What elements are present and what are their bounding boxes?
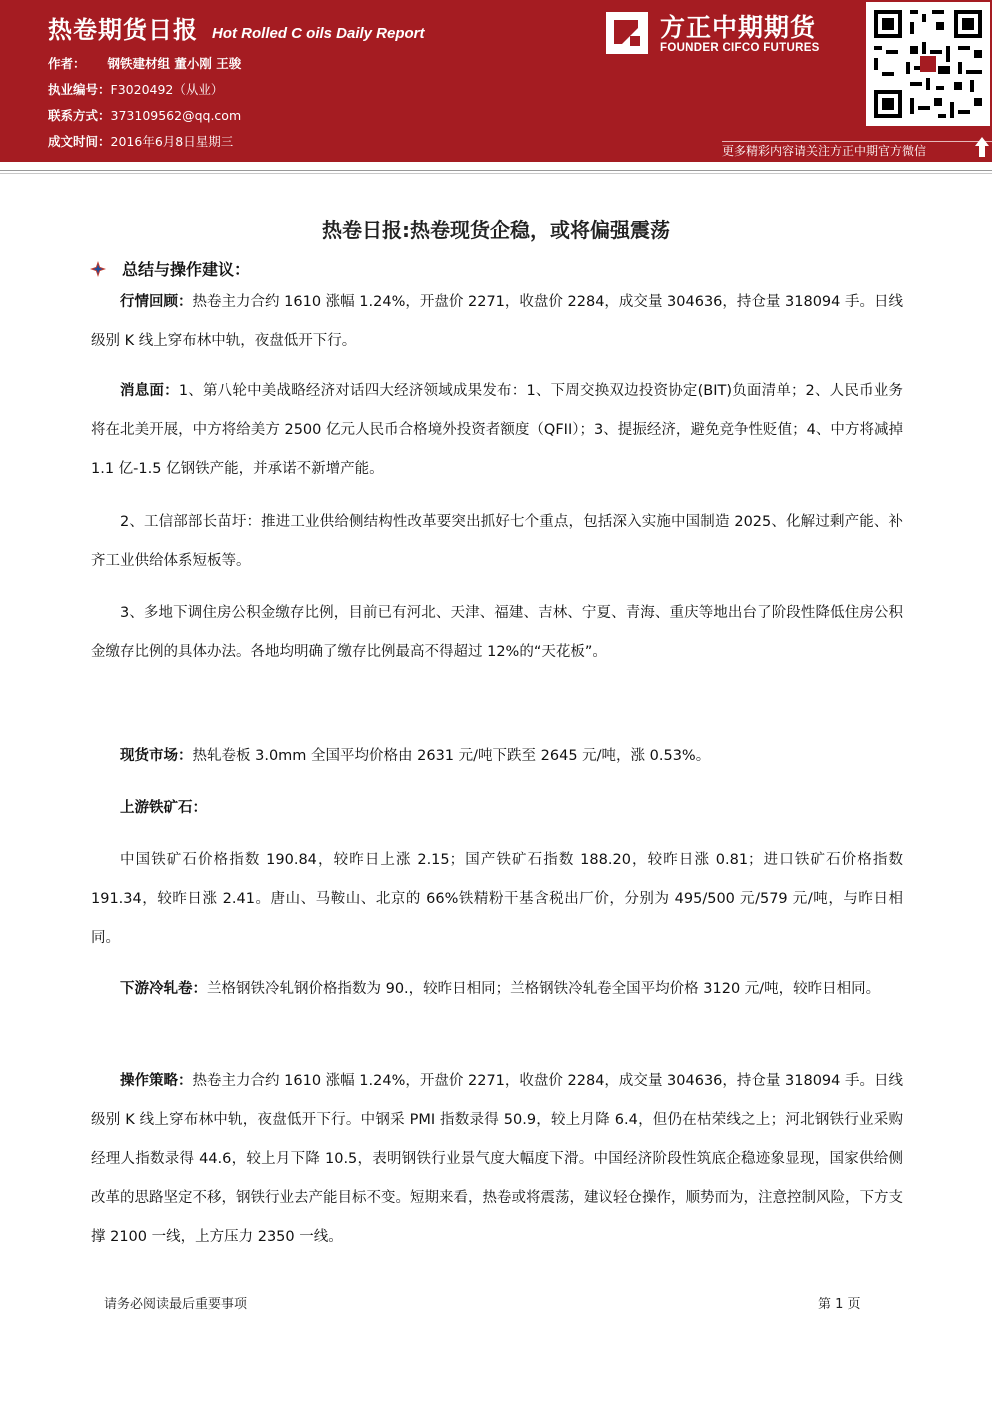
paragraph-iron-ore: [91, 841, 903, 958]
license-line: [48, 80, 223, 98]
qr-code-icon: [866, 2, 990, 126]
section-heading-text: 总结与操作建议：: [122, 260, 251, 279]
paragraph-news-2: [91, 503, 903, 581]
text-news-3: 3、多地下调住房公积金缴存比例，目前已有河北、天津、福建、吉林、宁夏、青海、重庆等地出台了阶段性降低住房公积金缴存比例的具体办法。各地均明确了缴存比例最高不得超过 12%的“天花板”。: [91, 605, 903, 660]
license-label: 执业编号：: [48, 82, 111, 97]
page-number: 第 1 页: [818, 1297, 861, 1312]
date-line: [48, 132, 233, 150]
text-news-2: 2、工信部部长苗圩：推进工业供给侧结构性改革要突出抓好七个重点，包括深入实施中国制造 2025、化解过剩产能、补齐工业供给体系短板等。: [91, 514, 903, 569]
header-rule-thin: [0, 173, 992, 174]
paragraph-upstream-heading: [91, 789, 903, 828]
license-value: F3020492（从业）: [110, 82, 224, 97]
text-strategy: 热卷主力合约 1610 涨幅 1.24%，开盘价 2271，收盘价 2284，成交量 304636，持仓量 318094 手。日线级别 K 线上穿布林中轨，夜盘低开下行。中钢采 PMI 指数录得 50.9，较上月降 6.4，但仍在枯荣线之上；河北钢铁行业采购经理人指数录得 44.6，较上月下降 10.5，表明钢铁行业景气度大幅度下滑。中国经济阶段性筑底企稳迹象显现，国家供给侧改革的思路坚定不移，钢铁行业去产能目标不变。短期来看，热卷或将震荡，建议轻仓操作，顺势而为，注意控制风险，下方支撑 2100 一线，上方压力 2350 一线。: [91, 1073, 904, 1245]
date-label: 成文时间：: [48, 134, 111, 149]
section-heading: [90, 257, 250, 280]
text-cold-rolled: 兰格钢铁冷轧钢价格指数为 90.，较昨日相同；兰格钢铁冷轧卷全国平均价格 3120 元/吨，较昨日相同。: [207, 981, 881, 997]
text-market-review: 热卷主力合约 1610 涨幅 1.24%，开盘价 2271，收盘价 2284，成交量 304636，持仓量 318094 手。日线级别 K 线上穿布林中轨，夜盘低开下行。: [91, 294, 904, 349]
paragraph-news: [91, 372, 903, 489]
contact-label: 联系方式：: [48, 108, 111, 123]
logo-text-en: FOUNDER CIFCO FUTURES: [660, 42, 820, 54]
report-header: [0, 0, 992, 162]
label-strategy: 操作策略：: [120, 1073, 193, 1089]
section-bullet-icon: [90, 261, 106, 277]
author-label: 作者：: [48, 56, 86, 71]
label-cold-rolled: 下游冷轧卷：: [120, 981, 207, 997]
date-value: 2016年6月8日星期三: [110, 134, 234, 149]
author-value: 钢铁建材组 董小刚 王骏: [107, 56, 242, 71]
follow-wechat-text: 更多精彩内容请关注方正中期官方微信: [722, 144, 927, 158]
contact-line: [48, 106, 241, 124]
label-news: 消息面：: [120, 383, 179, 399]
paragraph-spot-market: [91, 737, 903, 776]
text-spot-market: 热轧卷板 3.0mm 全国平均价格由 2631 元/吨下跌至 2645 元/吨，涨 0.53%。: [192, 748, 711, 764]
contact-value: 373109562@qq.com: [110, 108, 242, 123]
label-spot-market: 现货市场：: [120, 748, 193, 764]
paragraph-news-3: [91, 594, 903, 672]
header-rule: [0, 170, 992, 171]
report-title-en: Hot Rolled C oils Daily Report: [212, 25, 425, 42]
report-title-row: [48, 10, 425, 45]
founder-logo-mark-icon: [604, 10, 650, 56]
document-title: 热卷日报:热卷现货企稳，或将偏强震荡: [322, 218, 670, 242]
paragraph-strategy: [91, 1062, 903, 1257]
report-title-cn: 热卷期货日报: [48, 16, 198, 44]
paragraph-market-review: [91, 283, 903, 361]
footer-notice: 请务必阅读最后重要事项: [104, 1297, 248, 1312]
logo-text-cn: 方正中期期货: [660, 13, 817, 42]
up-arrow-icon: [974, 136, 990, 158]
author-line: [48, 54, 241, 72]
label-market-review: 行情回顾：: [120, 294, 193, 310]
text-iron-ore: 中国铁矿石价格指数 190.84，较昨日上涨 2.15；国产铁矿石指数 188.20，较昨日涨 0.81；进口铁矿石价格指数 191.34，较昨日涨 2.41。唐山、马鞍山、北京的 66%铁精粉干基含税出厂价，分别为 495/500 元/579 元/吨，与昨日相同。: [91, 852, 903, 946]
company-logo: [600, 8, 860, 60]
text-news: 1、第八轮中美战略经济对话四大经济领域成果发布：1、下周交换双边投资协定(BIT)负面清单；2、人民币业务将在北美开展，中方将给美方 2500 亿元人民币合格境外投资者额度（QFII）；3、提振经济，避免竞争性贬值；4、中方将减掉 1.1 亿-1.5 亿钢铁产能，并承诺不新增产能。: [91, 383, 903, 477]
label-upstream: 上游铁矿石：: [120, 800, 207, 816]
paragraph-cold-rolled: [91, 970, 903, 1009]
